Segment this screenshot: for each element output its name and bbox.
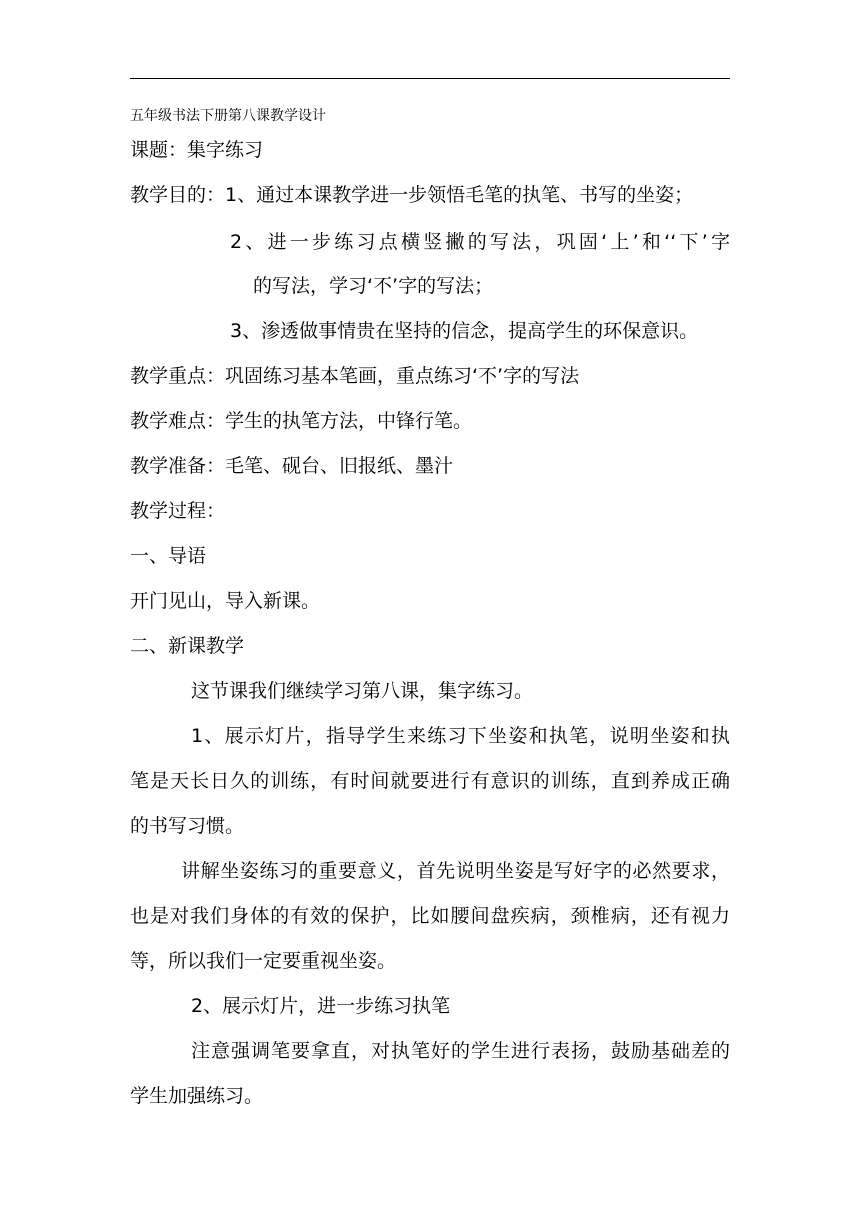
paragraph-intro: 这节课我们继续学习第八课，集字练习。 <box>191 680 534 702</box>
teaching-objective-1: 教学目的：1、通过本课教学进一步领悟毛笔的执笔、书写的坐姿； <box>130 184 694 206</box>
paragraph-1-line-1: 1、展示灯片，指导学生来练习下坐姿和执笔，说明坐姿和执 <box>191 725 730 747</box>
teaching-preparation: 教学准备：毛笔、砚台、旧报纸、墨汁 <box>130 455 454 477</box>
teaching-objective-2: 2、进一步练习点横竖撇的写法，巩固‘上’和‘‘下’字 <box>230 231 730 253</box>
section-1-heading: 一、导语 <box>130 545 207 567</box>
header-rule <box>130 78 730 79</box>
section-2-heading: 二、新课教学 <box>130 635 245 657</box>
paragraph-4-line-2: 学生加强练习。 <box>130 1085 264 1107</box>
paragraph-3-heading: 2、展示灯片，进一步练习执笔 <box>191 995 451 1017</box>
teaching-objective-2-cont: 的写法，学习‘不’字的写法； <box>253 275 494 297</box>
paragraph-1-line-2: 笔是天长日久的训练，有时间就要进行有意识的训练，直到养成正确 <box>130 770 730 792</box>
teaching-process-heading: 教学过程： <box>130 500 226 522</box>
teaching-difficulties: 教学难点：学生的执笔方法，中锋行笔。 <box>130 410 473 432</box>
teaching-key-points: 教学重点：巩固练习基本笔画，重点练习‘不’字的写法 <box>130 365 580 387</box>
section-1-text: 开门见山，导入新课。 <box>130 590 321 612</box>
paragraph-4-line-1: 注意强调笔要拿直，对执笔好的学生进行表扬，鼓励基础差的 <box>191 1040 730 1062</box>
teaching-objective-3: 3、渗透做事情贵在坚持的信念，提高学生的环保意识。 <box>230 320 699 342</box>
paragraph-2-line-3: 等，所以我们一定要重视坐姿。 <box>130 950 397 972</box>
paragraph-1-line-3: 的书写习惯。 <box>130 815 245 837</box>
lesson-topic: 课题：集字练习 <box>130 139 264 161</box>
paragraph-2-line-2: 也是对我们身体的有效的保护，比如腰间盘疾病，颈椎病，还有视力 <box>130 905 730 927</box>
paragraph-2-line-1: 讲解坐姿练习的重要意义，首先说明坐姿是写好字的必然要求， <box>181 860 730 882</box>
document-header: 五年级书法下册第八课教学设计 <box>130 108 326 124</box>
